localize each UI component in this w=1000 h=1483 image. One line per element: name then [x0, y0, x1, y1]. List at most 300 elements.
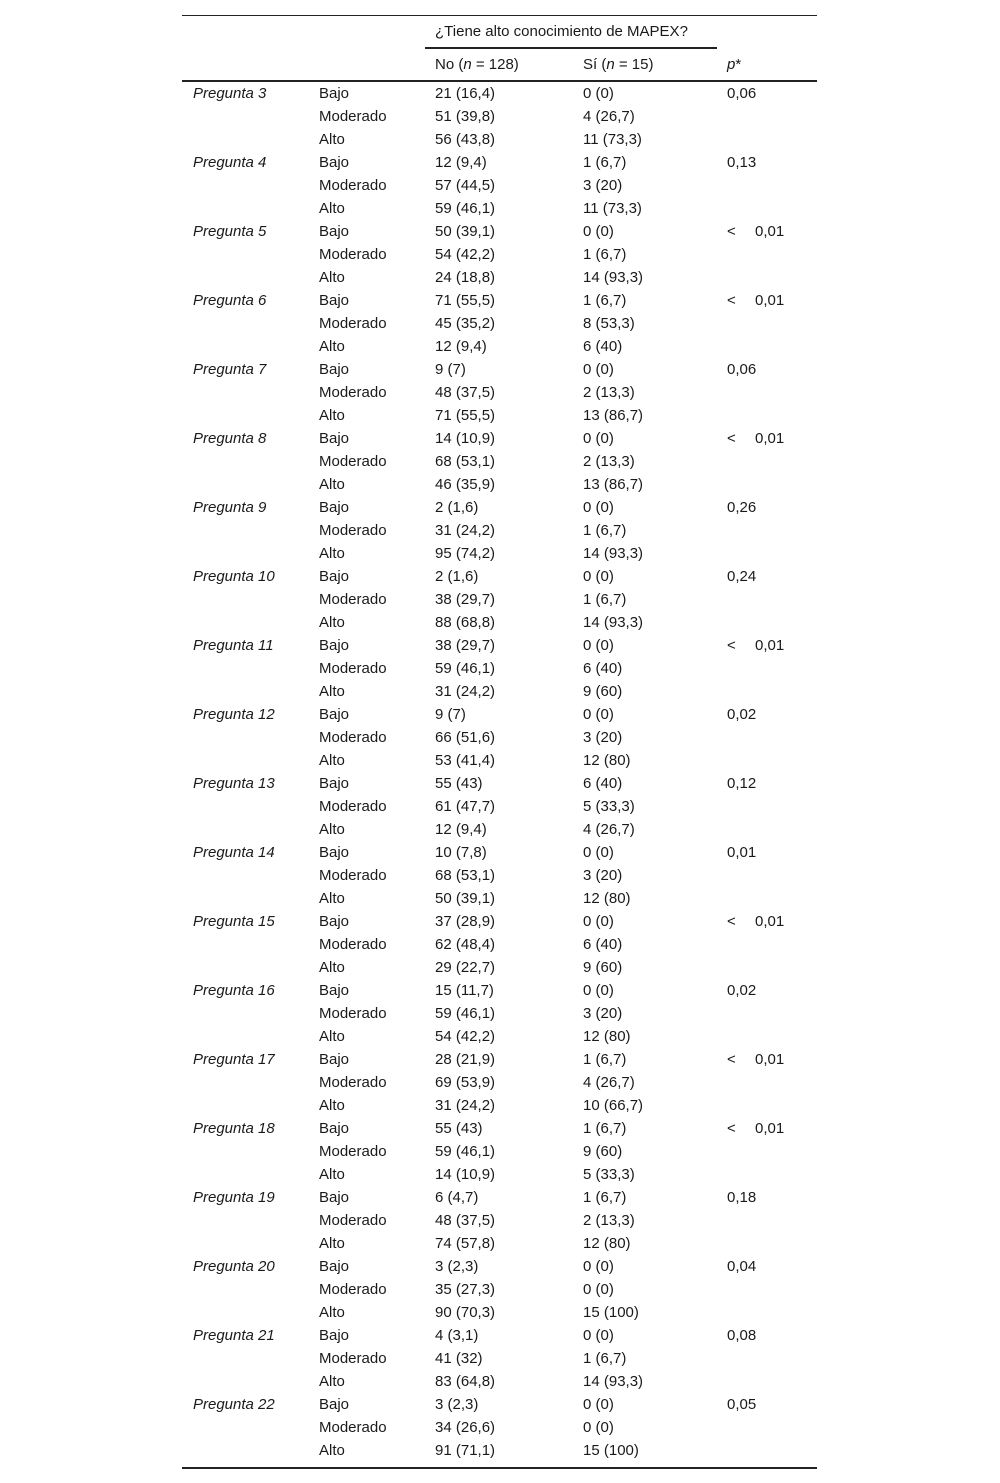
value-si: 6 (40)	[583, 775, 623, 792]
value-no: 71 (55,5)	[435, 292, 496, 309]
value-si: 5 (33,3)	[583, 1166, 635, 1183]
value-no: 14 (10,9)	[435, 430, 496, 447]
p-value-cell	[727, 1393, 756, 1416]
p-value: 0,05	[727, 1396, 757, 1413]
level-label: Moderado	[319, 177, 387, 194]
value-no: 4 (3,1)	[435, 1327, 479, 1344]
value-si: 1 (6,7)	[583, 522, 627, 539]
level-label: Moderado	[319, 1212, 387, 1229]
value-si: 11 (73,3)	[583, 200, 642, 217]
value-si: 9 (60)	[583, 683, 623, 700]
table-row	[182, 542, 817, 565]
level-label: Bajo	[319, 1189, 350, 1206]
table-row	[182, 1048, 817, 1071]
p-value-cell	[727, 703, 756, 726]
level-label: Bajo	[319, 223, 350, 240]
table-row	[182, 1278, 817, 1301]
table-row	[182, 933, 817, 956]
header-p-label: p	[727, 56, 736, 73]
value-no: 66 (51,6)	[435, 729, 496, 746]
table-row	[182, 795, 817, 818]
table-row	[182, 1416, 817, 1439]
value-si: 0 (0)	[583, 361, 614, 378]
level-label: Bajo	[319, 775, 350, 792]
value-no: 51 (39,8)	[435, 108, 496, 125]
less-than-sign: <	[727, 637, 736, 654]
less-than-sign: <	[727, 292, 736, 309]
p-value-cell	[727, 772, 756, 795]
column-header-no	[435, 56, 519, 73]
table-row	[182, 1094, 817, 1117]
level-label: Alto	[319, 1442, 345, 1459]
table-row	[182, 864, 817, 887]
p-value: 0,13	[727, 154, 757, 171]
table-row	[182, 519, 817, 542]
question-label: Pregunta 12	[193, 706, 275, 723]
level-label: Bajo	[319, 913, 350, 930]
level-label: Alto	[319, 1166, 345, 1183]
level-label: Moderado	[319, 936, 387, 953]
value-no: 6 (4,7)	[435, 1189, 479, 1206]
header-no-n: n	[463, 56, 472, 73]
value-si: 1 (6,7)	[583, 1189, 627, 1206]
table-row	[182, 1025, 817, 1048]
value-si: 0 (0)	[583, 223, 614, 240]
value-no: 21 (16,4)	[435, 85, 496, 102]
level-label: Alto	[319, 1028, 345, 1045]
table-row	[182, 1186, 817, 1209]
value-si: 1 (6,7)	[583, 246, 627, 263]
level-label: Moderado	[319, 522, 387, 539]
value-no: 35 (27,3)	[435, 1281, 496, 1298]
p-value: 0,06	[727, 361, 757, 378]
value-si: 9 (60)	[583, 1143, 623, 1160]
value-no: 31 (24,2)	[435, 1097, 496, 1114]
value-si: 1 (6,7)	[583, 1350, 627, 1367]
table-row	[182, 450, 817, 473]
value-si: 0 (0)	[583, 568, 614, 585]
table-row	[182, 1255, 817, 1278]
p-value-cell	[727, 565, 756, 588]
question-label: Pregunta 22	[193, 1396, 275, 1413]
value-si: 15 (100)	[583, 1442, 639, 1459]
value-si: 6 (40)	[583, 936, 623, 953]
table-top-rule	[182, 15, 817, 16]
value-si: 0 (0)	[583, 1396, 614, 1413]
value-si: 1 (6,7)	[583, 154, 627, 171]
level-label: Alto	[319, 959, 345, 976]
value-si: 1 (6,7)	[583, 292, 627, 309]
p-value: 0,26	[727, 499, 757, 516]
table-row	[182, 611, 817, 634]
table-row	[182, 289, 817, 312]
table-row	[182, 818, 817, 841]
table-row	[182, 634, 817, 657]
level-label: Moderado	[319, 591, 387, 608]
level-label: Moderado	[319, 453, 387, 470]
level-label: Bajo	[319, 706, 350, 723]
header-si-suffix: = 15)	[614, 56, 654, 73]
value-si: 4 (26,7)	[583, 1074, 635, 1091]
level-label: Alto	[319, 545, 345, 562]
table-row	[182, 151, 817, 174]
level-label: Moderado	[319, 384, 387, 401]
table-row	[182, 979, 817, 1002]
value-no: 68 (53,1)	[435, 867, 496, 884]
value-no: 88 (68,8)	[435, 614, 496, 631]
level-label: Alto	[319, 821, 345, 838]
value-no: 62 (48,4)	[435, 936, 496, 953]
value-no: 55 (43)	[435, 1120, 483, 1137]
table-row	[182, 473, 817, 496]
value-si: 0 (0)	[583, 1327, 614, 1344]
question-label: Pregunta 16	[193, 982, 275, 999]
level-label: Bajo	[319, 568, 350, 585]
table-row	[182, 726, 817, 749]
value-si: 14 (93,3)	[583, 614, 644, 631]
value-no: 91 (71,1)	[435, 1442, 496, 1459]
level-label: Bajo	[319, 982, 350, 999]
header-no-prefix: No (	[435, 56, 464, 73]
value-si: 3 (20)	[583, 729, 623, 746]
column-group-header: ¿Tiene alto conocimiento de MAPEX?	[435, 23, 688, 40]
level-label: Alto	[319, 752, 345, 769]
level-label: Alto	[319, 683, 345, 700]
value-no: 46 (35,9)	[435, 476, 496, 493]
table-row	[182, 243, 817, 266]
value-no: 68 (53,1)	[435, 453, 496, 470]
value-no: 28 (21,9)	[435, 1051, 496, 1068]
value-si: 1 (6,7)	[583, 1120, 627, 1137]
less-than-sign: <	[727, 430, 736, 447]
table-row	[182, 1347, 817, 1370]
p-value-cell	[727, 1324, 756, 1347]
value-no: 55 (43)	[435, 775, 483, 792]
value-si: 0 (0)	[583, 1258, 614, 1275]
value-si: 3 (20)	[583, 177, 623, 194]
value-si: 1 (6,7)	[583, 1051, 627, 1068]
level-label: Moderado	[319, 108, 387, 125]
level-label: Bajo	[319, 844, 350, 861]
value-no: 74 (57,8)	[435, 1235, 496, 1252]
value-si: 9 (60)	[583, 959, 623, 976]
level-label: Bajo	[319, 1120, 350, 1137]
level-label: Moderado	[319, 1419, 387, 1436]
value-no: 56 (43,8)	[435, 131, 496, 148]
p-value: 0,01	[727, 844, 757, 861]
level-label: Alto	[319, 200, 345, 217]
value-si: 15 (100)	[583, 1304, 639, 1321]
value-no: 31 (24,2)	[435, 522, 496, 539]
level-label: Bajo	[319, 637, 350, 654]
question-label: Pregunta 18	[193, 1120, 275, 1137]
level-label: Alto	[319, 1235, 345, 1252]
level-label: Moderado	[319, 1143, 387, 1160]
p-value: 0,02	[727, 982, 757, 999]
value-no: 9 (7)	[435, 706, 466, 723]
table-row	[182, 1324, 817, 1347]
value-no: 2 (1,6)	[435, 568, 479, 585]
level-label: Moderado	[319, 729, 387, 746]
value-no: 61 (47,7)	[435, 798, 496, 815]
value-no: 31 (24,2)	[435, 683, 496, 700]
value-no: 29 (22,7)	[435, 959, 496, 976]
question-label: Pregunta 21	[193, 1327, 275, 1344]
value-si: 2 (13,3)	[583, 1212, 635, 1229]
p-value-cell	[727, 496, 756, 519]
value-no: 57 (44,5)	[435, 177, 496, 194]
level-label: Moderado	[319, 246, 387, 263]
value-no: 83 (64,8)	[435, 1373, 496, 1390]
level-label: Bajo	[319, 85, 350, 102]
p-value: 0,01	[755, 913, 785, 930]
question-label: Pregunta 6	[193, 292, 267, 309]
value-si: 10 (66,7)	[583, 1097, 644, 1114]
value-si: 12 (80)	[583, 890, 631, 907]
table-row	[182, 1301, 817, 1324]
value-no: 48 (37,5)	[435, 1212, 496, 1229]
value-no: 50 (39,1)	[435, 890, 496, 907]
table-row	[182, 312, 817, 335]
p-value: 0,01	[755, 637, 785, 654]
p-value-cell	[727, 979, 756, 1002]
level-label: Moderado	[319, 798, 387, 815]
level-label: Moderado	[319, 660, 387, 677]
p-value-cell	[727, 634, 784, 657]
level-label: Bajo	[319, 430, 350, 447]
value-no: 53 (41,4)	[435, 752, 496, 769]
p-value: 0,02	[727, 706, 757, 723]
table-row	[182, 1002, 817, 1025]
level-label: Moderado	[319, 867, 387, 884]
value-si: 0 (0)	[583, 913, 614, 930]
level-label: Alto	[319, 338, 345, 355]
value-no: 37 (28,9)	[435, 913, 496, 930]
level-label: Moderado	[319, 1350, 387, 1367]
value-si: 0 (0)	[583, 637, 614, 654]
level-label: Bajo	[319, 1327, 350, 1344]
p-value: 0,04	[727, 1258, 757, 1275]
value-si: 2 (13,3)	[583, 453, 635, 470]
table-row	[182, 105, 817, 128]
table-row	[182, 565, 817, 588]
value-si: 12 (80)	[583, 752, 631, 769]
value-si: 0 (0)	[583, 85, 614, 102]
p-value: 0,08	[727, 1327, 757, 1344]
header-si-prefix: Sí (	[583, 56, 607, 73]
header-p-mark: *	[735, 56, 742, 73]
level-label: Alto	[319, 1097, 345, 1114]
table-row	[182, 335, 817, 358]
level-label: Moderado	[319, 315, 387, 332]
value-no: 95 (74,2)	[435, 545, 496, 562]
value-si: 1 (6,7)	[583, 591, 627, 608]
less-than-sign: <	[727, 1120, 736, 1137]
value-si: 13 (86,7)	[583, 476, 644, 493]
table-row	[182, 358, 817, 381]
table-row	[182, 496, 817, 519]
value-no: 12 (9,4)	[435, 338, 487, 355]
p-value: 0,01	[755, 223, 785, 240]
level-label: Moderado	[319, 1281, 387, 1298]
question-label: Pregunta 7	[193, 361, 267, 378]
p-value-cell	[727, 220, 784, 243]
value-no: 38 (29,7)	[435, 591, 496, 608]
value-si: 0 (0)	[583, 844, 614, 861]
level-label: Alto	[319, 407, 345, 424]
value-no: 2 (1,6)	[435, 499, 479, 516]
value-no: 50 (39,1)	[435, 223, 496, 240]
value-si: 8 (53,3)	[583, 315, 635, 332]
table-row	[182, 174, 817, 197]
p-value: 0,18	[727, 1189, 757, 1206]
table-row	[182, 82, 817, 105]
value-no: 34 (26,6)	[435, 1419, 496, 1436]
value-no: 48 (37,5)	[435, 384, 496, 401]
value-no: 12 (9,4)	[435, 154, 487, 171]
table-row	[182, 220, 817, 243]
table-row	[182, 266, 817, 289]
value-si: 4 (26,7)	[583, 108, 635, 125]
table-row	[182, 588, 817, 611]
table-row	[182, 381, 817, 404]
p-value: 0,06	[727, 85, 757, 102]
question-label: Pregunta 19	[193, 1189, 275, 1206]
question-label: Pregunta 20	[193, 1258, 275, 1275]
table-row	[182, 772, 817, 795]
table-row	[182, 841, 817, 864]
question-label: Pregunta 17	[193, 1051, 275, 1068]
less-than-sign: <	[727, 223, 736, 240]
p-value: 0,01	[755, 1120, 785, 1137]
table-row	[182, 1439, 817, 1462]
level-label: Alto	[319, 614, 345, 631]
value-si: 0 (0)	[583, 982, 614, 999]
level-label: Bajo	[319, 361, 350, 378]
header-no-suffix: = 128)	[471, 56, 519, 73]
level-label: Alto	[319, 890, 345, 907]
question-label: Pregunta 3	[193, 85, 267, 102]
column-header-si	[583, 56, 653, 73]
value-si: 14 (93,3)	[583, 1373, 644, 1390]
p-value-cell	[727, 1048, 784, 1071]
value-si: 6 (40)	[583, 338, 623, 355]
level-label: Alto	[319, 1373, 345, 1390]
level-label: Alto	[319, 1304, 345, 1321]
value-no: 24 (18,8)	[435, 269, 496, 286]
level-label: Bajo	[319, 154, 350, 171]
value-no: 10 (7,8)	[435, 844, 487, 861]
value-si: 12 (80)	[583, 1028, 631, 1045]
value-no: 9 (7)	[435, 361, 466, 378]
level-label: Alto	[319, 269, 345, 286]
table-row	[182, 1071, 817, 1094]
p-value: 0,01	[755, 1051, 785, 1068]
value-si: 0 (0)	[583, 706, 614, 723]
p-value-cell	[727, 151, 756, 174]
value-no: 41 (32)	[435, 1350, 483, 1367]
question-label: Pregunta 14	[193, 844, 275, 861]
value-no: 3 (2,3)	[435, 1396, 479, 1413]
table-bottom-rule	[182, 1467, 817, 1469]
level-label: Bajo	[319, 1258, 350, 1275]
table-row	[182, 1209, 817, 1232]
value-si: 12 (80)	[583, 1235, 631, 1252]
value-no: 12 (9,4)	[435, 821, 487, 838]
p-value: 0,24	[727, 568, 757, 585]
table-row	[182, 910, 817, 933]
p-value-cell	[727, 358, 756, 381]
value-si: 3 (20)	[583, 1005, 623, 1022]
table-body	[182, 82, 817, 1462]
column-header-p	[727, 56, 741, 73]
value-si: 13 (86,7)	[583, 407, 644, 424]
question-label: Pregunta 10	[193, 568, 275, 585]
value-si: 0 (0)	[583, 430, 614, 447]
question-label: Pregunta 15	[193, 913, 275, 930]
level-label: Bajo	[319, 292, 350, 309]
p-value-cell	[727, 82, 756, 105]
p-value: 0,12	[727, 775, 757, 792]
table-row	[182, 1163, 817, 1186]
value-si: 0 (0)	[583, 1281, 614, 1298]
level-label: Bajo	[319, 499, 350, 516]
less-than-sign: <	[727, 913, 736, 930]
question-label: Pregunta 9	[193, 499, 267, 516]
table-row	[182, 404, 817, 427]
question-label: Pregunta 5	[193, 223, 267, 240]
p-value-cell	[727, 1186, 756, 1209]
table-row	[182, 427, 817, 450]
value-no: 3 (2,3)	[435, 1258, 479, 1275]
level-label: Bajo	[319, 1396, 350, 1413]
value-no: 59 (46,1)	[435, 1005, 496, 1022]
value-si: 3 (20)	[583, 867, 623, 884]
value-si: 11 (73,3)	[583, 131, 642, 148]
value-no: 59 (46,1)	[435, 660, 496, 677]
value-no: 38 (29,7)	[435, 637, 496, 654]
value-no: 45 (35,2)	[435, 315, 496, 332]
table-row	[182, 956, 817, 979]
table-row	[182, 1232, 817, 1255]
p-value-cell	[727, 427, 784, 450]
value-si: 14 (93,3)	[583, 545, 644, 562]
p-value-cell	[727, 841, 756, 864]
value-no: 14 (10,9)	[435, 1166, 496, 1183]
p-value-cell	[727, 1117, 784, 1140]
level-label: Moderado	[319, 1074, 387, 1091]
less-than-sign: <	[727, 1051, 736, 1068]
p-value: 0,01	[755, 430, 785, 447]
question-label: Pregunta 8	[193, 430, 267, 447]
value-no: 54 (42,2)	[435, 1028, 496, 1045]
value-no: 54 (42,2)	[435, 246, 496, 263]
table-row	[182, 1140, 817, 1163]
table-row	[182, 1117, 817, 1140]
table-row	[182, 657, 817, 680]
header-si-n: n	[606, 56, 615, 73]
question-label: Pregunta 4	[193, 154, 267, 171]
table-row	[182, 703, 817, 726]
value-si: 0 (0)	[583, 499, 614, 516]
value-no: 90 (70,3)	[435, 1304, 496, 1321]
table-row	[182, 1393, 817, 1416]
table-row	[182, 128, 817, 151]
value-si: 14 (93,3)	[583, 269, 644, 286]
table-row	[182, 1370, 817, 1393]
group-header-rule	[425, 47, 717, 49]
value-si: 2 (13,3)	[583, 384, 635, 401]
